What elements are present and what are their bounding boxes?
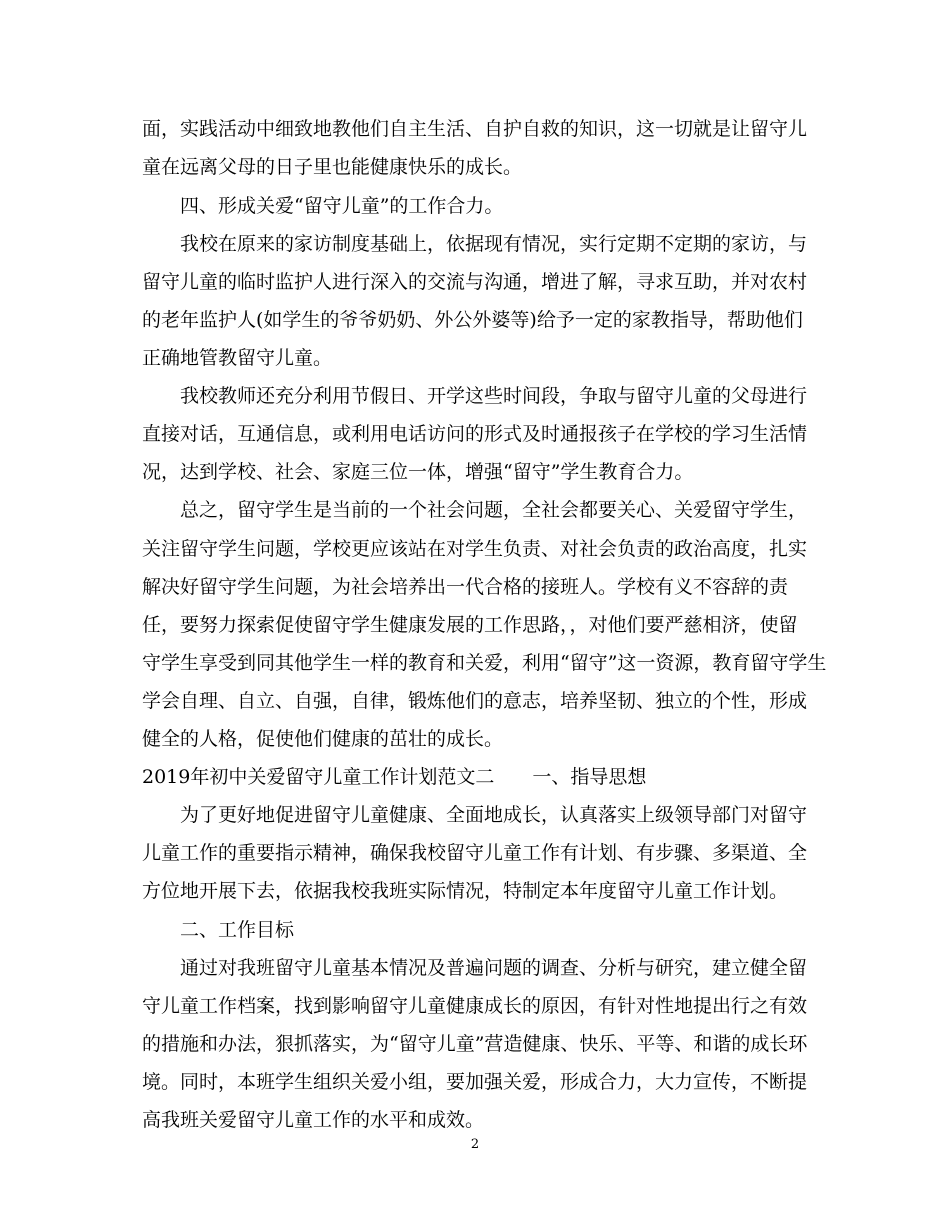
text-line: 面，实践活动中细致地教他们自主生活、自护自救的知识，这一切就是让留守儿 xyxy=(142,118,808,140)
text-line: 学会自理、自立、自强，自律，锻炼他们的意志，培养坚韧、独立的个性，形成 xyxy=(142,690,808,712)
text-line: 守学生享受到同其他学生一样的教育和关爱，利用“留守”这一资源，教育留守学生 xyxy=(142,652,827,674)
text-line: 任，要努力探索促使留守学生健康发展的工作思路，，对他们要严慈相济，使留 xyxy=(142,614,798,636)
section-heading: 四、形成关爱“留守儿童”的工作合力。 xyxy=(180,195,504,217)
text-line: 境。同时，本班学生组织关爱小组，要加强关爱，形成合力，大力宣传，不断提 xyxy=(142,1071,808,1093)
text-line: 正确地管教留守儿童。 xyxy=(142,347,333,369)
section-heading: 二、工作目标 xyxy=(180,919,295,941)
text-line: 为了更好地促进留守儿童健康、全面地成长，认真落实上级领导部门对留守 xyxy=(180,804,808,826)
text-line: 方位地开展下去，依据我校我班实际情况，特制定本年度留守儿童工作计划。 xyxy=(142,880,789,902)
page-number: 2 xyxy=(470,1137,480,1152)
text-line: 关注留守学生问题，学校更应该站在对学生负责、对社会负责的政治高度，扎实 xyxy=(142,538,808,560)
text-line: 健全的人格，促使他们健康的茁壮的成长。 xyxy=(142,728,504,750)
text-line: 总之，留守学生是当前的一个社会问题，全社会都要关心、关爱留守学生， xyxy=(180,499,808,521)
text-line: 儿童工作的重要指示精神，确保我校留守儿童工作有计划、有步骤、多渠道、全 xyxy=(142,842,808,864)
text-line: 通过对我班留守儿童基本情况及普遍问题的调查、分析与研究，建立健全留 xyxy=(180,957,808,979)
text-line: 童在远离父母的日子里也能健康快乐的成长。 xyxy=(142,156,523,178)
text-line: 的老年监护人(如学生的爷爷奶奶、外公外婆等)给予一定的家教指导，帮助他们 xyxy=(142,309,803,331)
text-line: 直接对话，互通信息，或利用电话访问的形式及时通报孩子在学校的学习生活情 xyxy=(142,423,808,445)
text-line: 我校在原来的家访制度基础上，依据现有情况，实行定期不定期的家访，与 xyxy=(180,233,808,255)
text-line: 我校教师还充分利用节假日、开学这些时间段，争取与留守儿童的父母进行 xyxy=(180,385,808,407)
document-title-line: 2019年初中关爱留守儿童工作计划范文二 一、指导思想 xyxy=(142,766,647,788)
text-line: 守儿童工作档案，找到影响留守儿童健康成长的原因，有针对性地提出行之有效 xyxy=(142,995,808,1017)
text-line: 高我班关爱留守儿童工作的水平和成效。 xyxy=(142,1109,485,1131)
text-line: 解决好留守学生问题，为社会培养出一代合格的接班人。学校有义不容辞的责 xyxy=(142,576,789,598)
text-line: 留守儿童的临时监护人进行深入的交流与沟通，增进了解，寻求互助，并对农村 xyxy=(142,271,808,293)
text-line: 况，达到学校、社会、家庭三位一体，增强“留守”学生教育合力。 xyxy=(142,461,694,483)
text-line: 的措施和办法，狠抓落实，为“留守儿童”营造健康、快乐、平等、和谐的成长环 xyxy=(142,1033,808,1055)
